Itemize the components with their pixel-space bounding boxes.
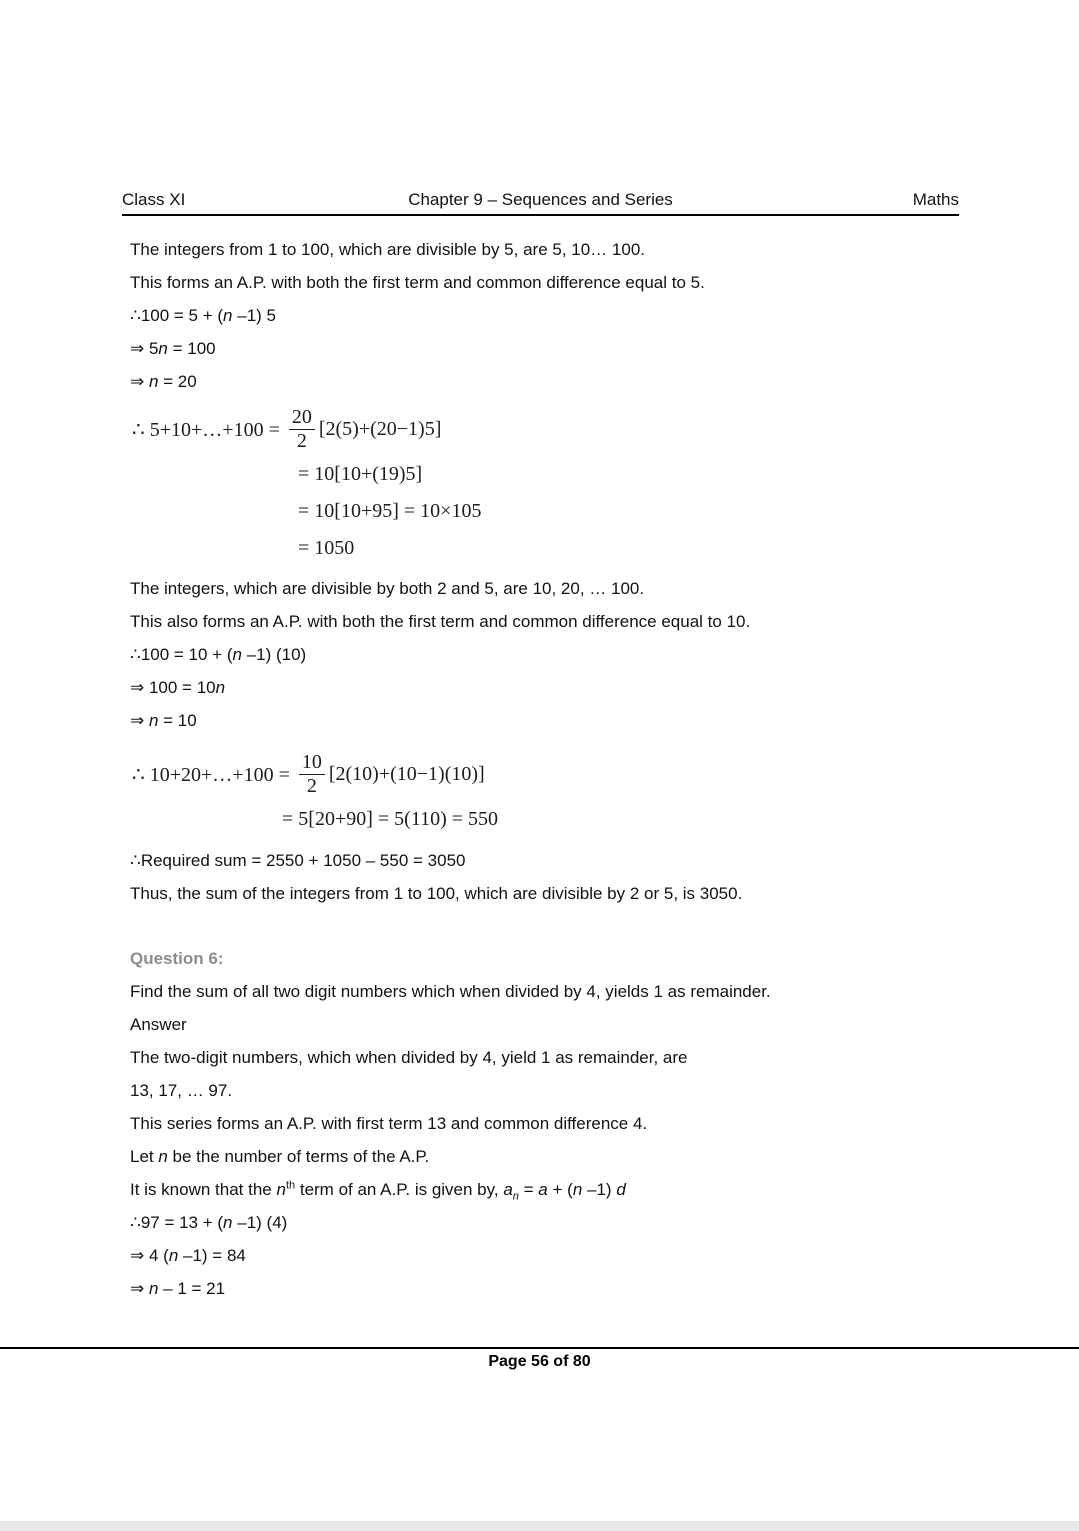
solution-line: ⇒ n = 20 xyxy=(130,372,197,391)
solution-line: ∴Required sum = 2550 + 1050 – 550 = 3050 xyxy=(130,851,466,870)
solution-line: The integers, which are divisible by both 2 and 5, are 10, 20, … 100. xyxy=(130,579,645,598)
fraction-numerator: 10 xyxy=(299,751,325,775)
answer-label: Answer xyxy=(130,1015,187,1034)
equation-rhs: [2(5)+(20−1)5] xyxy=(318,417,442,440)
equation-block-ap-sum-5 xyxy=(132,402,980,567)
footer-divider xyxy=(0,1347,1079,1349)
page-number-label: Page 56 of 80 xyxy=(488,1353,591,1370)
solution-line: ∴100 = 5 + (n –1) 5 xyxy=(130,306,276,325)
equation-line: = 10[10+95] = 10×105 xyxy=(298,500,482,522)
fraction-denominator: 2 xyxy=(296,429,307,452)
solution-line: This forms an A.P. with both the first term and common difference equal to 5. xyxy=(130,273,705,292)
header-chapter-title: Chapter 9 – Sequences and Series xyxy=(408,190,673,209)
header-class-label: Class XI xyxy=(122,190,186,209)
fraction-denominator: 2 xyxy=(306,774,317,797)
solution-line: It is known that the $n^{th}$ term of an A.P. is given by, $a_n = a + (n$ –1) d xyxy=(130,1179,626,1203)
fraction xyxy=(289,406,315,453)
equation-block-ap-sum-10 xyxy=(132,747,980,838)
equation-rhs: [2(10)+(10−1)(10)] xyxy=(328,762,485,785)
solution-line: The two-digit numbers, which when divided by 4, yield 1 as remainder, are xyxy=(130,1048,688,1067)
equation-line: = 1050 xyxy=(298,537,355,559)
equation-line xyxy=(132,747,980,801)
solution-line: This also forms an A.P. with both the first term and common difference equal to 10. xyxy=(130,612,751,631)
solution-line: ∴97 = 13 + (n –1) (4) xyxy=(130,1213,288,1232)
solution-line: ⇒ n – 1 = 21 xyxy=(130,1279,226,1298)
solution-line: The integers from 1 to 100, which are divisible by 5, are 5, 10… 100. xyxy=(130,240,645,259)
solution-line: Thus, the sum of the integers from 1 to 100, which are divisible by 2 or 5, is 3050. xyxy=(130,884,743,903)
solution-line: ⇒ 100 = 10n xyxy=(130,678,226,697)
equation-line: = 10[10+(19)5] xyxy=(298,463,423,485)
fraction xyxy=(299,751,325,798)
equation-lhs: ∴ 5+10+…+100 = xyxy=(132,418,285,441)
equation-line xyxy=(132,402,980,456)
equation-line: = 5[20+90] = 5(110) = 550 xyxy=(282,808,499,830)
solution-line: This series forms an A.P. with first term 13 and common difference 4. xyxy=(130,1114,648,1133)
solution-line: 13, 17, … 97. xyxy=(130,1081,233,1100)
solution-line: ⇒ 4 (n –1) = 84 xyxy=(130,1246,246,1265)
page-header xyxy=(122,190,959,216)
viewer-bottom-strip xyxy=(0,1521,1079,1531)
solution-line: ⇒ 5n = 100 xyxy=(130,339,216,358)
solution-content xyxy=(130,233,980,1305)
header-subject-label: Maths xyxy=(912,190,959,209)
solution-line: ⇒ n = 10 xyxy=(130,711,197,730)
solution-line: Let n be the number of terms of the A.P. xyxy=(130,1147,430,1166)
question-6-text: Find the sum of all two digit numbers which when divided by 4, yields 1 as remainder. xyxy=(130,982,771,1001)
fraction-numerator: 20 xyxy=(289,406,315,430)
solution-line: ∴100 = 10 + (n –1) (10) xyxy=(130,645,307,664)
equation-lhs: ∴ 10+20+…+100 = xyxy=(132,763,295,786)
question-6-heading: Question 6: xyxy=(130,949,224,968)
